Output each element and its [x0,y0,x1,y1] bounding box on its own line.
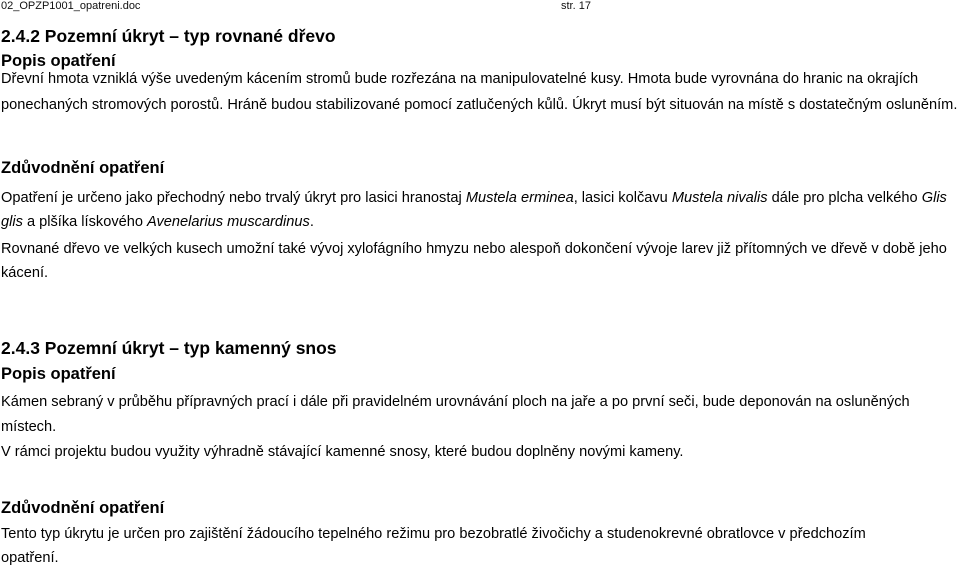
species-name: Mustela nivalis [671,190,768,206]
text-line [1,549,59,567]
heading [1,338,337,358]
text-line [1,240,947,258]
text-line [1,70,918,88]
text-segment: a plšíka lískového [22,214,148,230]
heading [1,364,116,384]
text-segment: , lasici kolčavu [573,190,672,206]
text-segment: 2.4.3 Pozemní úkryt – typ kamenný snos [1,338,337,358]
text-segment: kácení. [1,265,49,281]
species-name: Glis [921,190,947,206]
text-segment: Kámen sebraný v průběhu přípravných prací i dále při pravidelném urovnávání ploch na jaře a po první seči, bude deponován na osluněných [1,394,910,410]
heading [1,51,116,71]
text-line [1,96,957,114]
text-segment: Zdůvodnění opatření [1,499,165,517]
heading [1,158,164,178]
text-segment: opatření. [1,550,59,566]
text-segment: Opatření je určeno jako přechodný nebo trvalý úkryt pro lasici hranostaj [1,190,466,206]
page-number: str. 17 [561,0,591,12]
text-line [1,264,48,282]
text-segment: . [309,214,314,230]
text-segment: Rovnané dřevo ve velkých kusech umožní také vývoj xylofágního hmyzu nebo alespoň dokončení vývoje larev již přítomných ve dřevě v době jeho [1,241,947,257]
text-line [1,443,683,461]
text-segment: Popis opatření [1,365,116,383]
text-segment: 2.4.2 Pozemní úkryt – typ rovnané dřevo [1,26,336,46]
text-segment: V rámci projektu budou využity výhradně stávající kamenné snosy, které budou doplněny novými kameny. [1,444,684,460]
text-line [1,525,866,543]
text-segment: Zdůvodnění opatření [1,159,165,177]
species-name: glis [1,214,23,230]
text-segment: místech. [1,419,57,435]
text-segment: Dřevní hmota vzniklá výše uvedeným kácením stromů bude rozřezána na manipulovatelné kusy. Hmota bude vyrovnána do hranic na okrajích [1,71,919,87]
text-line [1,213,314,231]
text-line [1,189,947,207]
heading [1,26,336,46]
text-segment: Tento typ úkrytu je určen pro zajištění žádoucího tepelného režimu pro bezobratlé živočichy a studenokrevné obratlovce v předchozím [1,526,866,542]
text-segment: Popis opatření [1,52,116,70]
text-segment: ponechaných stromových porostů. Hráně budou stabilizované pomocí zatlučených kůlů. Úkryt musí být situován na místě s dostatečným osluněním. [1,97,958,113]
heading [1,498,164,518]
text-line [1,393,910,411]
text-segment: dále pro plcha velkého [767,190,922,206]
text-line [1,418,56,436]
document-filename: 02_OPZP1001_opatreni.doc [1,0,141,12]
species-name: Avenelarius muscardinus [147,214,310,230]
species-name: Mustela erminea [465,190,574,206]
